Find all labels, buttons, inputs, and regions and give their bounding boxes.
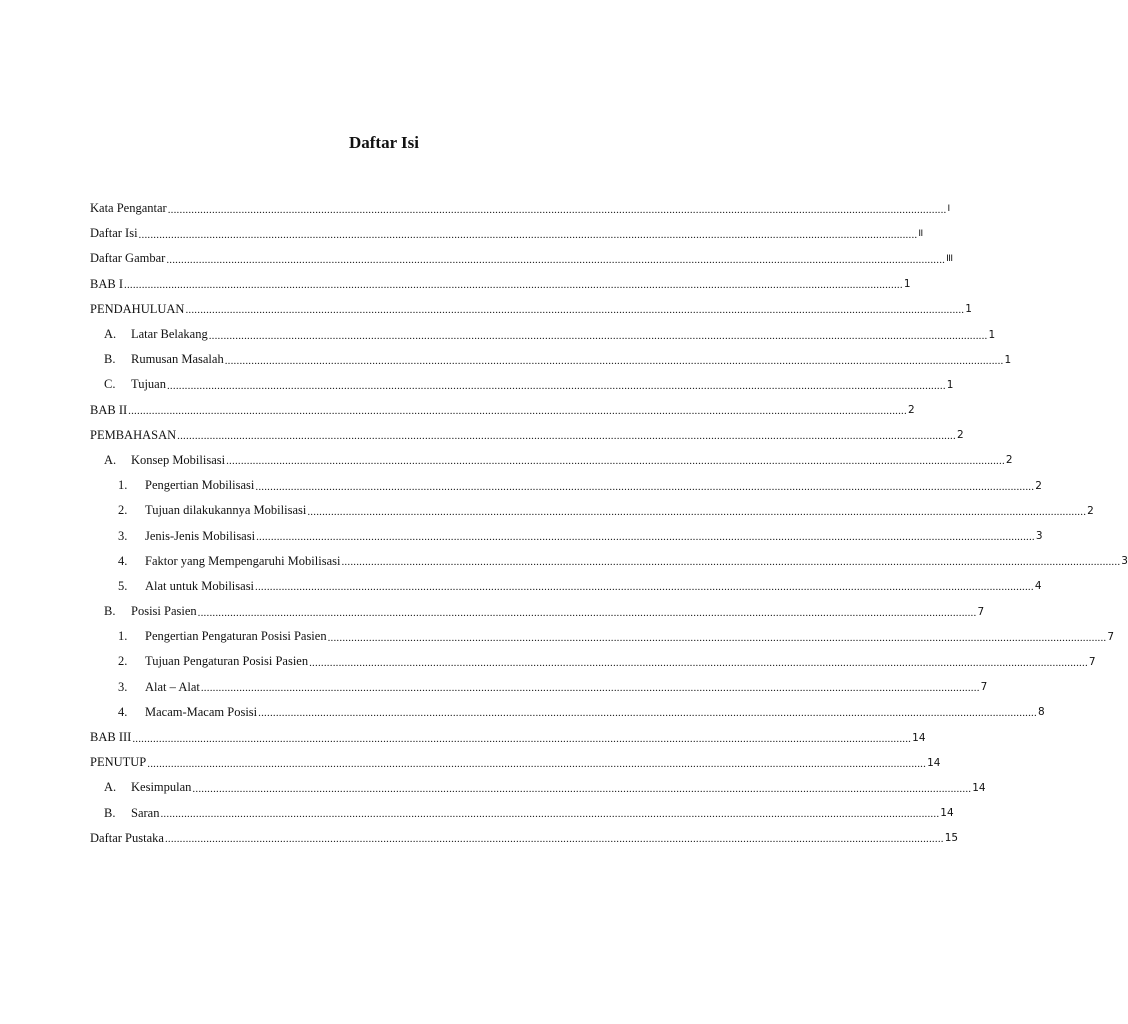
toc-entry-page-number: 2 [1087, 504, 1094, 517]
toc-entry-marker: B. [104, 352, 116, 367]
toc-entry-page-number: 1 [946, 378, 954, 391]
toc-entry-marker: A. [104, 452, 117, 467]
toc-entry-page-number: 2 [907, 404, 915, 417]
toc-entry[interactable] [90, 549, 1128, 574]
toc-leader-dots: ........................................................................................................................................................................................................................................................................ [255, 581, 1034, 594]
toc-entry-title: Konsep Mobilisasi [131, 452, 226, 467]
toc-leader-dots: ........................................................................................................................................................................................................................................................................ [255, 480, 1035, 493]
page-title: Daftar Isi [348, 133, 420, 152]
toc-leader-dots: ........................................................................................................................................................................................................................................................................ [341, 556, 1121, 569]
toc-leader-dots: ........................................................................................................................................................................................................................................................................ [167, 203, 947, 216]
toc-entry-page-number: 7 [980, 681, 988, 694]
toc-leader-dots: ........................................................................................................................................................................................................................................................................ [166, 253, 946, 266]
toc-entry[interactable] [90, 297, 972, 322]
toc-entry-page-number: 1 [965, 303, 972, 316]
toc-entry-page-number: 14 [940, 807, 954, 820]
toc-entry-marker: 1. [118, 478, 128, 493]
toc-entry-page-number: 8 [1037, 706, 1045, 719]
toc-entry[interactable] [90, 196, 950, 221]
toc-entry-page-number: 2 [1035, 479, 1042, 492]
toc-leader-dots: ........................................................................................................................................................................................................................................................................ [177, 430, 956, 443]
toc-entry-marker: 4. [118, 553, 128, 568]
toc-entry-title: BAB I [90, 276, 123, 291]
toc-entry-title: Tujuan dilakukannya Mobilisasi [145, 503, 307, 518]
toc-leader-dots: ........................................................................................................................................................................................................................................................................ [224, 354, 1004, 367]
toc-entry[interactable] [90, 649, 1096, 674]
toc-entry-title: Pengertian Pengaturan Posisi Pasien [145, 629, 327, 644]
toc-leader-dots: ........................................................................................................................................................................................................................................................................ [208, 329, 988, 342]
toc-leader-dots: ........................................................................................................................................................................................................................................................................ [147, 757, 927, 770]
toc-entry-title: BAB III [90, 730, 132, 745]
toc-leader-dots: ........................................................................................................................................................................................................................................................................ [166, 379, 946, 392]
toc-entry-page-number: 14 [912, 731, 926, 744]
table-of-contents [90, 196, 1128, 851]
toc-entry-marker: 5. [118, 578, 128, 593]
toc-leader-dots: ........................................................................................................................................................................................................................................................................ [197, 606, 977, 619]
toc-entry[interactable] [90, 750, 941, 775]
toc-entry-title: Saran [131, 805, 160, 820]
toc-entry-marker: 3. [118, 528, 128, 543]
toc-entry-title: Jenis-Jenis Mobilisasi [145, 528, 256, 543]
toc-entry-marker: A. [104, 780, 117, 795]
toc-entry[interactable] [90, 272, 911, 297]
toc-entry[interactable] [90, 398, 915, 423]
toc-entry-page-number: 3 [1121, 555, 1128, 568]
toc-entry-title: Rumusan Masalah [131, 352, 224, 367]
toc-entry[interactable] [90, 322, 996, 347]
toc-entry-marker: C. [104, 377, 116, 392]
toc-leader-dots: ........................................................................................................................................................................................................................................................................ [309, 656, 1088, 669]
toc-leader-dots: ........................................................................................................................................................................................................................................................................ [132, 732, 912, 745]
toc-entry-title: Kata Pengantar [90, 201, 167, 216]
toc-entry-page-number: 15 [944, 832, 959, 845]
toc-leader-dots: ........................................................................................................................................................................................................................................................................ [307, 505, 1087, 518]
toc-entry-page-number: 7 [1107, 630, 1115, 643]
toc-leader-dots: ........................................................................................................................................................................................................................................................................ [256, 531, 1035, 544]
toc-entry[interactable] [90, 473, 1042, 498]
toc-leader-dots: ........................................................................................................................................................................................................................................................................ [128, 405, 907, 418]
toc-leader-dots: ........................................................................................................................................................................................................................................................................ [258, 707, 1037, 720]
toc-entry-page-number: 1 [903, 278, 911, 291]
toc-entry-page-number: 1 [988, 328, 996, 341]
toc-entry[interactable] [90, 700, 1045, 725]
toc-entry[interactable] [90, 372, 954, 397]
toc-entry-page-number: 4 [1034, 580, 1042, 593]
toc-entry[interactable] [90, 775, 986, 800]
toc-entry-title: Daftar Gambar [90, 251, 166, 266]
toc-entry-title: Alat – Alat [145, 679, 200, 694]
toc-entry-marker: A. [104, 327, 117, 342]
toc-entry-title: Tujuan [131, 377, 166, 392]
toc-entry[interactable] [90, 246, 953, 271]
toc-entry-page-number: 3 [1035, 530, 1043, 543]
toc-leader-dots: ........................................................................................................................................................................................................................................................................ [200, 682, 980, 695]
toc-entry-title: Daftar Isi [90, 226, 138, 241]
toc-leader-dots: ........................................................................................................................................................................................................................................................................ [226, 455, 1005, 468]
toc-entry-marker: B. [104, 805, 116, 820]
toc-entry-page-number: 7 [1088, 655, 1096, 668]
toc-entry-marker: 3. [118, 679, 128, 694]
toc-entry-marker: 2. [118, 654, 128, 669]
toc-entry[interactable] [90, 523, 1043, 548]
toc-entry-title: Latar Belakang [131, 327, 208, 342]
toc-entry[interactable] [90, 826, 959, 851]
toc-entry-title: Pengertian Mobilisasi [145, 478, 255, 493]
toc-entry[interactable] [90, 599, 985, 624]
toc-leader-dots: ........................................................................................................................................................................................................................................................................ [124, 279, 903, 292]
toc-entry[interactable] [90, 574, 1042, 599]
toc-entry-title: PENDAHULUAN [90, 301, 185, 316]
toc-entry[interactable] [90, 624, 1115, 649]
toc-entry-page-number: 2 [1005, 454, 1013, 467]
toc-entry[interactable] [90, 423, 964, 448]
toc-entry-page-number: 2 [956, 429, 964, 442]
toc-entry-marker: 4. [118, 704, 128, 719]
toc-entry-marker: B. [104, 604, 116, 619]
toc-entry-title: Kesimpulan [131, 780, 192, 795]
toc-entry-page-number: II [918, 228, 923, 239]
toc-entry-marker: 1. [118, 629, 128, 644]
toc-entry[interactable] [90, 448, 1013, 473]
toc-leader-dots: ........................................................................................................................................................................................................................................................................ [185, 304, 965, 317]
toc-entry-marker: 2. [118, 503, 128, 518]
toc-entry-title: Daftar Pustaka [90, 830, 164, 845]
toc-entry[interactable] [90, 675, 988, 700]
toc-entry-title: PEMBAHASAN [90, 427, 177, 442]
toc-entry-page-number: 14 [972, 781, 986, 794]
toc-entry[interactable] [90, 498, 1094, 523]
toc-entry-page-number: 7 [977, 605, 985, 618]
toc-leader-dots: ........................................................................................................................................................................................................................................................................ [327, 631, 1107, 644]
toc-entry-title: Faktor yang Mempengaruhi Mobilisasi [145, 553, 341, 568]
toc-entry-title: Macam-Macam Posisi [145, 704, 258, 719]
toc-entry-page-number: I [947, 203, 950, 214]
toc-entry[interactable] [90, 801, 954, 826]
toc-entry-title: BAB II [90, 402, 128, 417]
toc-entry-page-number: 14 [927, 756, 941, 769]
toc-leader-dots: ........................................................................................................................................................................................................................................................................ [160, 808, 940, 821]
toc-entry[interactable] [90, 347, 1012, 372]
toc-entry-page-number: 1 [1004, 353, 1012, 366]
toc-entry[interactable] [90, 221, 923, 246]
toc-entry[interactable] [90, 725, 926, 750]
toc-leader-dots: ........................................................................................................................................................................................................................................................................ [138, 228, 918, 241]
toc-leader-dots: ........................................................................................................................................................................................................................................................................ [164, 833, 944, 846]
toc-entry-title: Tujuan Pengaturan Posisi Pasien [145, 654, 309, 669]
toc-leader-dots: ........................................................................................................................................................................................................................................................................ [192, 782, 972, 795]
toc-entry-page-number: III [946, 253, 953, 264]
toc-entry-title: Alat untuk Mobilisasi [145, 578, 255, 593]
toc-entry-title: Posisi Pasien [131, 604, 197, 619]
toc-entry-title: PENUTUP [90, 755, 147, 770]
